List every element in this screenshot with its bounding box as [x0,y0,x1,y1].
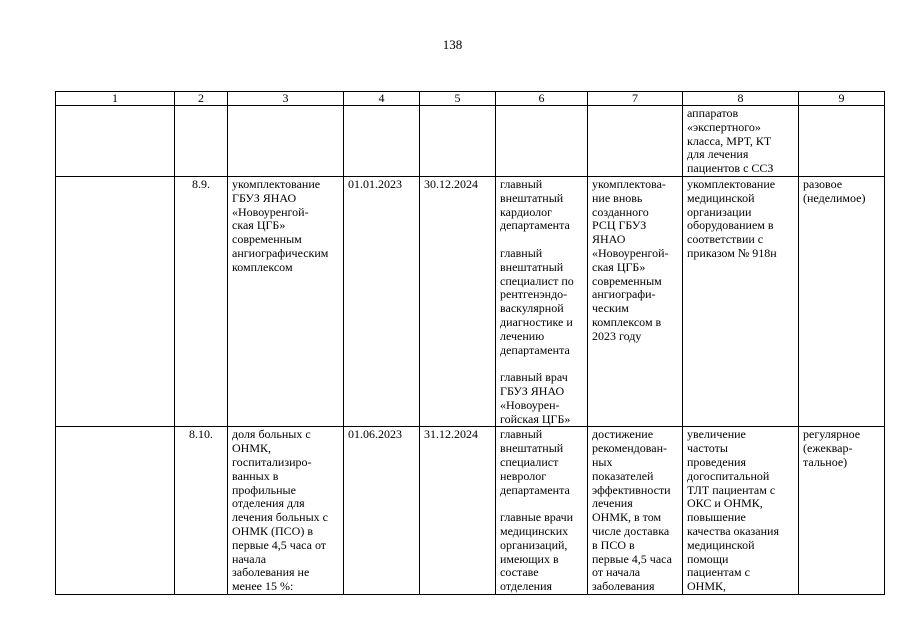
cell-text-line: ОКС и ОНМК, [687,496,763,511]
row-8-9 [56,176,885,426]
cell-c9 [799,106,885,177]
cell-text-line: ОНМК (ПСО) в [232,523,313,538]
cell-text-line: ская ЦГБ» [232,218,286,233]
cell-text-line: заболевания не [232,565,310,580]
cell-text-line: в ПСО в [592,537,635,552]
cell-text-line: увеличение [687,427,746,442]
cell-text-line: эффективности [592,482,671,497]
column-number-row [56,92,885,106]
cell-text-line: качества оказания [687,523,779,538]
cell-text-line: ОНМК, в том [592,510,662,525]
cell-text-line: ЯНАО [592,232,626,247]
cell-text-line: организации [687,204,752,219]
cell-text-line: аппаратов [687,106,739,120]
cell-text-line: составе [500,565,539,580]
cell-text-line: васкулярной [500,301,564,316]
plan-table-body [56,92,885,595]
cell-text-line: приказом № 918н [687,245,777,260]
cell-c8 [683,427,799,595]
cell-text-line: «Новоурен- [500,397,560,412]
cell-text-line: начала [232,551,267,566]
cell-text-line: ных [592,454,613,469]
column-number: 3 [228,92,344,106]
cell-text-line: ская ЦГБ» [592,259,646,274]
cell-text-line: рекомендован- [592,441,668,456]
cell-c4: 01.01.2023 [344,176,420,426]
cell-c3 [228,176,344,426]
cell-text-line: современным [232,232,302,247]
cell-text-line [500,357,583,371]
cell-text-line: числе доставка [592,523,670,538]
cell-text-line: госпитализиро- [232,454,312,469]
cell-c1 [56,427,175,595]
cell-c2 [175,106,228,177]
cell-text-line: ОНМК, [232,441,272,456]
cell-c6 [496,106,588,177]
cell-c7 [588,176,683,426]
cell-text-line: первые 4,5 часа [592,551,672,566]
cell-c5 [420,106,496,177]
cell-c8 [683,176,799,426]
cell-text-line: главные врачи [500,510,574,525]
cell-text-line: комплексом [232,259,293,274]
cell-text-line: укомплектова- [592,176,666,191]
column-number: 1 [56,92,175,106]
cell-text-line: соответствии с [687,232,764,247]
cell-text-line: достижение [592,427,654,442]
cell-text-line: медицинской [687,190,755,205]
cell-text-line: департамента [500,342,570,357]
column-number: 4 [344,92,420,106]
cell-text-line: «экспертного» [687,119,761,134]
cell-text-line: кардиолог [500,204,553,219]
cell-text-line: специалист [500,454,559,469]
cell-text-line: главный [500,176,543,191]
cell-text-line: медицинской [687,537,755,552]
cell-text-line: пациентов с ССЗ [687,161,774,176]
plan-table [55,91,885,595]
cell-text-line: укомплектование [687,176,776,191]
cell-text-line: лечению [500,328,545,343]
cell-text-line: лечения [592,496,633,511]
cell-text-line: департамента [500,218,570,233]
cell-text-line: 2023 году [592,328,642,343]
cell-text-line: ТЛТ пациентам с [687,482,776,497]
cell-text-line: ческим [592,301,629,316]
cell-c3 [228,427,344,595]
cell-text-line: ОНМК, [687,579,727,594]
cell-c5: 31.12.2024 [420,427,496,595]
cell-text-line: ванных в [232,468,279,483]
cell-text-line: главный врач [500,370,568,385]
cell-text-line: внештатный [500,441,564,456]
cell-c2: 8.10. [175,427,228,595]
cell-c7 [588,427,683,595]
cell-text-line: заболевания [592,579,655,594]
cell-text-line: первые 4,5 часа от [232,537,327,552]
cell-text-line [500,233,583,247]
cell-text-line: ангиографическим [232,245,329,260]
cell-c2: 8.9. [175,176,228,426]
column-number: 8 [683,92,799,106]
cell-c9 [799,427,885,595]
cell-text-line: ГБУЗ ЯНАО [500,383,565,398]
cell-text-line: доля больных с [232,427,311,442]
cell-text-line: ние вновь [592,190,643,205]
cell-text-line: (ежеквар- [803,441,853,456]
cell-text-line: для лечения [687,147,749,162]
column-number: 5 [420,92,496,106]
cell-text-line: укомплектование [232,176,321,191]
cell-text-line: диагностике и [500,314,573,329]
cell-text-line: профильные [232,482,296,497]
cell-text-line: главный [500,427,543,442]
cell-text-line: менее 15 %: [232,579,294,594]
cell-c6 [496,176,588,426]
column-number: 6 [496,92,588,106]
cell-text-line: лечения больных с [232,510,328,525]
cell-text-line: разовое [803,176,843,191]
cell-text-line: специалист по [500,273,574,288]
cell-c6 [496,427,588,595]
cell-text-line: РСЦ ГБУЗ [592,218,647,233]
cell-text-line: отделения [500,579,553,594]
cell-text-line: регулярное [803,427,861,442]
cell-text-line: (неделимое) [803,190,866,205]
cell-c4 [344,106,420,177]
cell-text-line: тальное) [803,454,848,469]
cell-c4: 01.06.2023 [344,427,420,595]
cell-c8 [683,106,799,177]
cell-text-line: созданного [592,204,649,219]
cell-text-line: невролог [500,468,547,483]
cell-text-line: «Новоуренгой- [232,204,309,219]
column-number: 9 [799,92,885,106]
cell-text-line: внештатный [500,259,564,274]
page-number: 138 [442,37,463,52]
cell-text-line: ГБУЗ ЯНАО [232,190,297,205]
cell-c1 [56,106,175,177]
cell-c1 [56,176,175,426]
cell-text-line: организаций, [500,537,568,552]
cell-text-line: повышение [687,510,746,525]
cell-text-line: департамента [500,482,570,497]
cell-text-line: отделения для [232,496,305,511]
column-number: 2 [175,92,228,106]
cell-text-line: показателей [592,468,654,483]
cell-c9 [799,176,885,426]
cell-text-line: современным [592,273,662,288]
cell-text-line: от начала [592,565,641,580]
cell-text-line: главный [500,245,543,260]
cell-text-line: рентгенэндо- [500,287,568,302]
row-8-10 [56,427,885,595]
cell-text-line [500,497,583,511]
cell-text-line: проведения [687,454,746,469]
cell-c5: 30.12.2024 [420,176,496,426]
cell-text-line: догоспитальной [687,468,770,483]
cell-text-line: помощи [687,551,729,566]
cell-text-line: гойская ЦГБ» [500,411,571,426]
cell-c3 [228,106,344,177]
cell-text-line: оборудованием в [687,218,774,233]
cell-text-line: медицинских [500,523,569,538]
cell-text-line: имеющих в [500,551,559,566]
cell-text-line: класса, МРТ, КТ [687,133,772,148]
cell-text-line: «Новоуренгой- [592,245,669,260]
row-continuation [56,106,885,177]
cell-c7 [588,106,683,177]
cell-text-line: пациентам с [687,565,750,580]
cell-text-line: частоты [687,441,728,456]
cell-text-line: ангиографи- [592,287,656,302]
column-number: 7 [588,92,683,106]
cell-text-line: внештатный [500,190,564,205]
cell-text-line: комплексом в [592,314,662,329]
